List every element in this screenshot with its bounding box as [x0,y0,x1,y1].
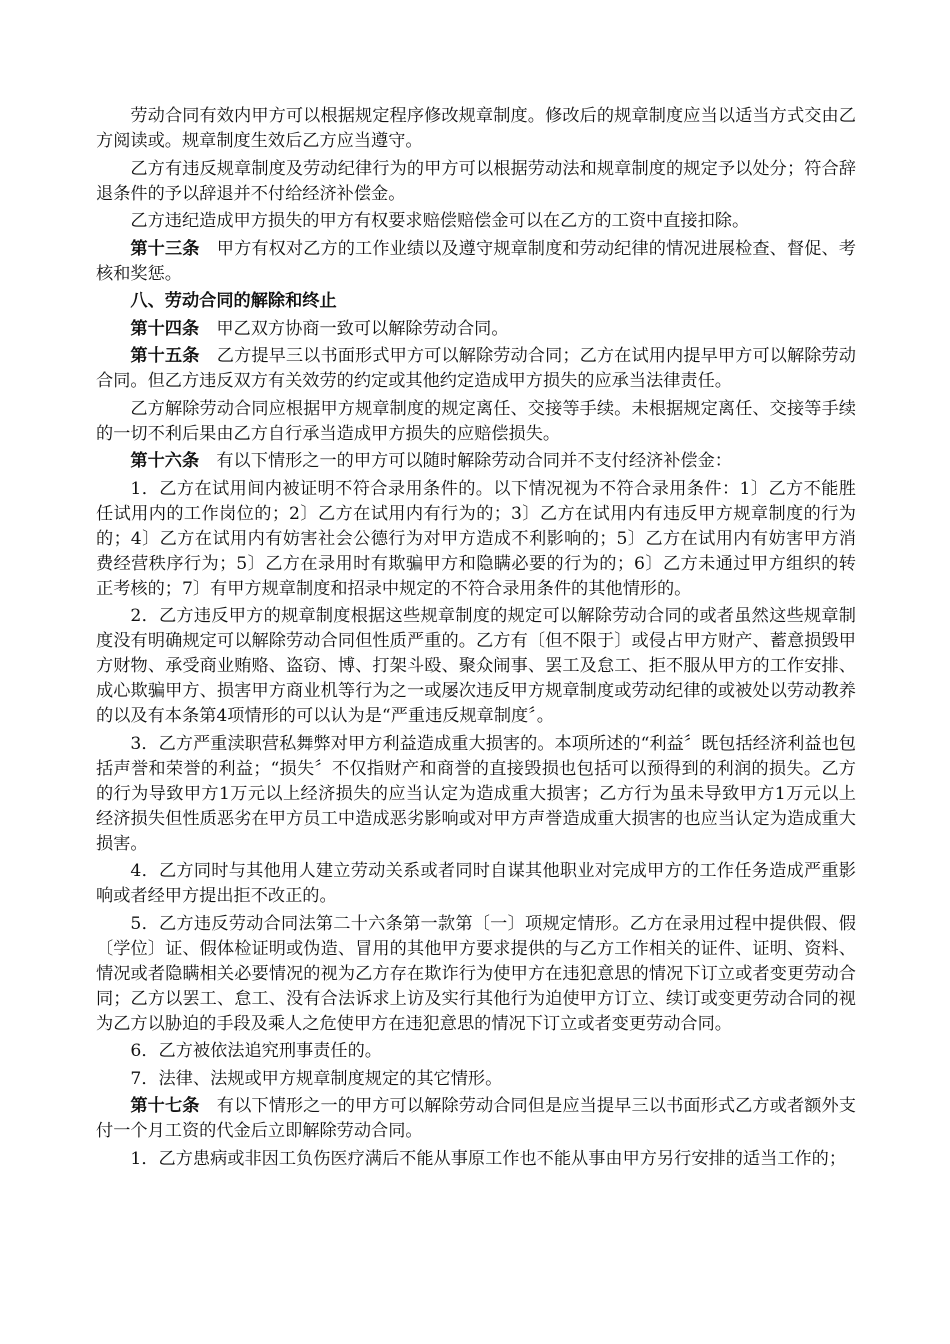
paragraph-text: 1．乙方在试用间内被证明不符合录用条件的。以下情况视为不符合录用条件：1〕乙方不能胜任试用内的工作岗位的；2〕乙方在试用内有行为的；3〕乙方在试用内有违反甲方规章制度的行为的；4〕乙方在试用内有妨害社会公德行为对甲方造成不利影响的；5〕乙方在试用内有妨害甲方消费经营秩序行为；5〕乙方在录用时有欺骗甲方和隐瞒必要的行为的；6〕乙方未通过甲方组织的转正考核的；7〕有甲方规章制度和招录中规定的不符合录用条件的其他情形的。 [96,478,856,599]
list-item [96,477,856,602]
article-heading: 第十五条 [130,346,200,366]
article-17 [96,1094,856,1144]
paragraph-text: 乙方违纪造成甲方损失的甲方有权要求赔偿赔偿金可以在乙方的工资中直接扣除。 [130,211,750,231]
paragraph-text: 5．乙方违反劳动合同法第二十六条第一款第〔一〕项规定情形。乙方在录用过程中提供假、假〔学位〕证、假体检证明或伪造、冒用的其他甲方要求提供的与乙方工作相关的证件、证明、资料、情况或者隐瞒相关必要情况的视为乙方存在欺诈行为使甲方在违犯意思的情况下订立或者变更劳动合同；乙方以罢工、怠工、没有合法诉求上访及实行其他行为迫使甲方订立、续订或变更劳动合同的视为乙方以胁迫的手段及乘人之危使甲方在违犯意思的情况下订立或者变更劳动合同。 [96,913,856,1034]
list-item [96,604,856,729]
section-title: 八、劳动合同的解除和终止 [130,291,337,311]
list-item [96,1147,856,1172]
article-heading: 第十三条 [130,238,200,259]
section-heading [96,289,856,314]
paragraph-text: 乙方解除劳动合同应根据甲方规章制度的规定离任、交接等手续。未根据规定离任、交接等手续的一切不利后果由乙方自行承当造成甲方损失的应赔偿损失。 [96,398,856,444]
list-item [96,732,856,857]
paragraph [96,157,856,207]
article-13 [96,237,856,287]
paragraph [96,209,856,234]
paragraph-text: 有以下情形之一的甲方可以解除劳动合同但是应当提早三以书面形式乙方或者额外支付一个月工资的代金后立即解除劳动合同。 [96,1096,856,1141]
list-item [96,1067,856,1092]
article-16 [96,449,856,474]
paragraph-text: 甲方有权对乙方的工作业绩以及遵守规章制度和劳动纪律的情况进展检查、督促、考核和奖惩。 [96,238,856,284]
list-item [96,859,856,909]
article-heading: 第十六条 [130,451,200,471]
paragraph-text: 7．法律、法规或甲方规章制度规定的其它情形。 [130,1068,503,1089]
paragraph-text: 劳动合同有效内甲方可以根据规定程序修改规章制度。修改后的规章制度应当以适当方式交由乙方阅读或。规章制度生效后乙方应当遵守。 [96,106,856,151]
document-page [96,104,856,1172]
paragraph-text: 6．乙方被依法追究刑事责任的。 [130,1041,382,1061]
paragraph-text: 3．乙方严重渎职营私舞弊对甲方利益造成重大损害的。本项所述的“利益〞既包括经济利益也包括声誉和荣誉的利益；“损失〞不仅指财产和商誉的直接毁损也包括可以预得到的利润的损失。乙方的行为导致甲方1万元以上经济损失的应当认定为造成重大损害；乙方行为虽未导致甲方1万元以上经济损失但性质恶劣在甲方员工中造成恶劣影响或对甲方声誉造成重大损害的也应当认定为造成重大损害。 [96,733,856,854]
paragraph-text: 乙方提早三以书面形式甲方可以解除劳动合同；乙方在试用内提早甲方可以解除劳动合同。但乙方违反双方有关效劳的约定或其他约定造成甲方损失的应承当法律责任。 [96,346,856,391]
paragraph-text: 4．乙方同时与其他用人建立劳动关系或者同时自谋其他职业对完成甲方的工作任务造成严重影响或者经甲方提出拒不改正的。 [96,861,856,906]
paragraph-text: 甲乙双方协商一致可以解除劳动合同。 [216,318,509,339]
article-heading: 第十四条 [130,318,200,339]
paragraph-text: 1．乙方患病或非因工负伤医疗满后不能从事原工作也不能从事由甲方另行安排的适当工作的； [130,1148,847,1169]
paragraph [96,104,856,154]
paragraph-text: 2．乙方违反甲方的规章制度根据这些规章制度的规定可以解除劳动合同的或者虽然这些规章制度没有明确规定可以解除劳动合同但性质严重的。乙方有〔但不限于〕或侵占甲方财产、蓄意损毁甲方财物、承受商业贿赂、盗窃、博、打架斗殴、聚众闹事、罢工及怠工、拒不服从甲方的工作安排、成心欺骗甲方、损害甲方商业机等行为之一或屡次违反甲方规章制度或劳动纪律的或被处以劳动教养的以及有本条第4项情形的可以认为是“严重违反规章制度〞。 [96,606,856,726]
paragraph-text: 乙方有违反规章制度及劳动纪律行为的甲方可以根据劳动法和规章制度的规定予以处分；符合辞退条件的予以辞退并不付给经济补偿金。 [96,158,856,204]
list-item [96,912,856,1037]
paragraph-text: 有以下情形之一的甲方可以随时解除劳动合同并不支付经济补偿金： [216,451,732,471]
list-item [96,1039,856,1064]
article-14 [96,317,856,342]
paragraph [96,397,856,447]
article-heading: 第十七条 [130,1096,200,1116]
article-15 [96,344,856,394]
